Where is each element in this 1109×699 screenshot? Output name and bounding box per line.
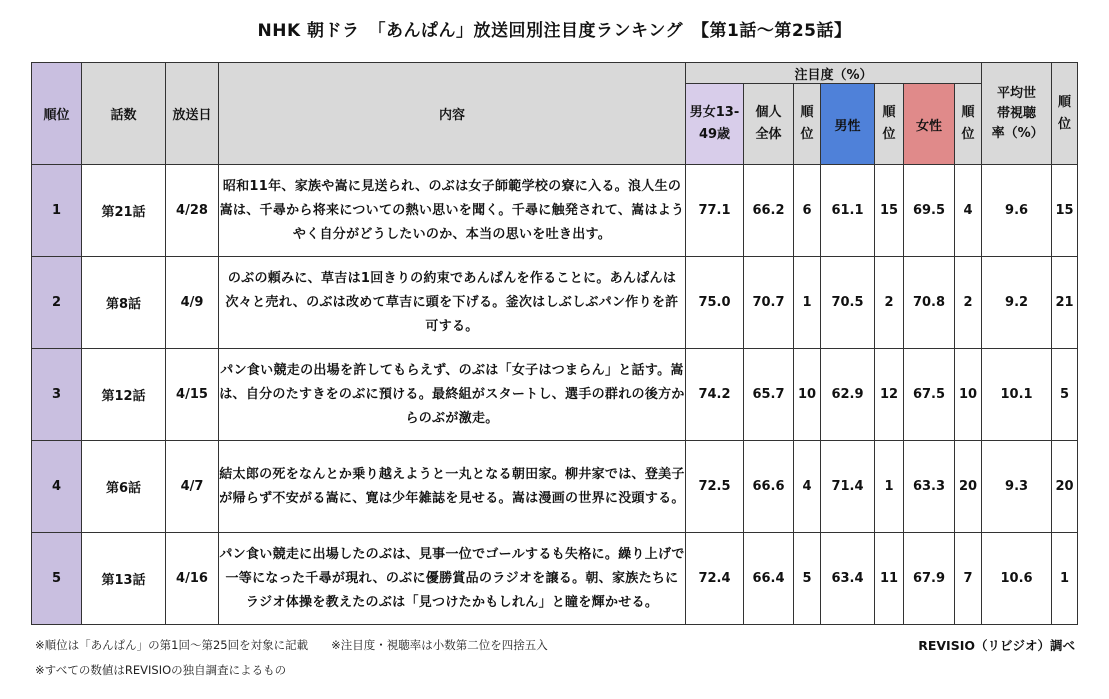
page-title: NHK 朝ドラ 「あんぱん」放送回別注目度ランキング 【第1話～第25話】 — [257, 21, 852, 41]
header-household-rank-label: 順位 — [1058, 94, 1072, 132]
header-avg-household-rating-label: 平均世帯視聴率（%） — [991, 85, 1044, 141]
row-household-rating: 10.6 — [982, 533, 1052, 625]
header-female-rank-label: 順位 — [961, 105, 975, 142]
row-household-rank: 1 — [1052, 533, 1078, 625]
header-avg-household-rating — [982, 63, 1052, 165]
row-individual: 66.2 — [744, 165, 794, 257]
header-row-top — [32, 63, 1078, 84]
row-rank: 1 — [32, 165, 82, 257]
header-m13-49-label: 男女13-49歳 — [689, 105, 740, 142]
row-female-rank: 10 — [955, 349, 982, 441]
row-female: 67.9 — [904, 533, 955, 625]
table-row — [32, 441, 1078, 533]
row-household-rank: 20 — [1052, 441, 1078, 533]
header-air-date: 放送日 — [166, 63, 219, 165]
row-male-rank: 15 — [875, 165, 904, 257]
row-male: 63.4 — [821, 533, 875, 625]
row-female: 63.3 — [904, 441, 955, 533]
row-content: のぶの頼みに、草吉は1回きりの約束であんぱんを作ることに。あんぱんは次々と売れ、のぶは改めて草吉に頭を下げる。釜次はしぶしぶパン作りを許可する。 — [219, 257, 686, 349]
row-female: 67.5 — [904, 349, 955, 441]
row-household-rating: 9.3 — [982, 441, 1052, 533]
row-household-rating: 9.6 — [982, 165, 1052, 257]
header-individual-rank — [794, 84, 821, 165]
ranking-table — [31, 62, 1078, 625]
header-episode: 話数 — [82, 63, 166, 165]
row-individual: 65.7 — [744, 349, 794, 441]
row-individual-rank: 4 — [794, 441, 821, 533]
table-row — [32, 165, 1078, 257]
row-individual: 66.6 — [744, 441, 794, 533]
row-date: 4/7 — [166, 441, 219, 533]
row-male: 61.1 — [821, 165, 875, 257]
row-m13-49: 72.5 — [686, 441, 744, 533]
row-male-rank: 2 — [875, 257, 904, 349]
row-m13-49: 74.2 — [686, 349, 744, 441]
row-household-rank: 5 — [1052, 349, 1078, 441]
header-male-rank-label: 順位 — [882, 105, 896, 142]
header-household-rank — [1052, 63, 1078, 165]
footnote-ranking-scope: ※順位は「あんぱん」の第1回～第25回を対象に記載 ※注目度・視聴率は小数第二位を四捨五入 — [35, 638, 548, 652]
row-m13-49: 72.4 — [686, 533, 744, 625]
row-date: 4/16 — [166, 533, 219, 625]
row-male-rank: 12 — [875, 349, 904, 441]
row-household-rating: 9.2 — [982, 257, 1052, 349]
row-individual-rank: 5 — [794, 533, 821, 625]
header-individual-rank-label: 順位 — [800, 105, 814, 142]
row-episode: 第21話 — [82, 165, 166, 257]
source-credit: REVISIO（リビジオ）調べ — [918, 638, 1075, 653]
row-episode: 第8話 — [82, 257, 166, 349]
row-individual: 70.7 — [744, 257, 794, 349]
row-m13-49: 75.0 — [686, 257, 744, 349]
table-row — [32, 257, 1078, 349]
row-content: パン食い競走の出場を許してもらえず、のぶは「女子はつまらん」と話す。嵩は、自分のたすきをのぶに預ける。最終組がスタートし、選手の群れの後方からのぶが激走。 — [219, 349, 686, 441]
row-female-rank: 4 — [955, 165, 982, 257]
row-content: パン食い競走に出場したのぶは、見事一位でゴールするも失格に。繰り上げで一等になった千尋が現れ、のぶに優勝賞品のラジオを譲る。朝、家族たちにラジオ体操を教えたのぶは「見つけたかもしれん」と瞳を輝かせる。 — [219, 533, 686, 625]
row-individual: 66.4 — [744, 533, 794, 625]
row-female-rank: 20 — [955, 441, 982, 533]
header-individual-label: 個人全体 — [755, 105, 782, 142]
header-attention: 注目度（%） — [686, 63, 982, 84]
row-episode: 第13話 — [82, 533, 166, 625]
header-male: 男性 — [821, 84, 875, 165]
row-male: 71.4 — [821, 441, 875, 533]
table-row — [32, 349, 1078, 441]
row-rank: 2 — [32, 257, 82, 349]
row-rank: 4 — [32, 441, 82, 533]
row-male-rank: 11 — [875, 533, 904, 625]
table-row — [32, 533, 1078, 625]
header-female: 女性 — [904, 84, 955, 165]
row-date: 4/28 — [166, 165, 219, 257]
row-female: 70.8 — [904, 257, 955, 349]
row-content: 結太郎の死をなんとか乗り越えようと一丸となる朝田家。柳井家では、登美子が帰らず不安がる嵩に、寛は少年雑誌を見せる。嵩は漫画の世界に没頭する。 — [219, 441, 686, 533]
header-content: 内容 — [219, 63, 686, 165]
row-content: 昭和11年、家族や嵩に見送られ、のぶは女子師範学校の寮に入る。浪人生の嵩は、千尋から将来についての熱い思いを聞く。千尋に触発されて、嵩はようやく自分がどうしたいのか、本当の思いを吐き出す。 — [219, 165, 686, 257]
row-rank: 5 — [32, 533, 82, 625]
row-male-rank: 1 — [875, 441, 904, 533]
row-household-rating: 10.1 — [982, 349, 1052, 441]
row-individual-rank: 6 — [794, 165, 821, 257]
header-female-rank — [955, 84, 982, 165]
row-m13-49: 77.1 — [686, 165, 744, 257]
row-female-rank: 7 — [955, 533, 982, 625]
row-date: 4/9 — [166, 257, 219, 349]
header-m13-49 — [686, 84, 744, 165]
header-rank: 順位 — [32, 63, 82, 165]
row-date: 4/15 — [166, 349, 219, 441]
footnote-data-source: ※すべての数値はREVISIOの独自調査によるもの — [35, 663, 287, 677]
row-female-rank: 2 — [955, 257, 982, 349]
row-individual-rank: 10 — [794, 349, 821, 441]
header-male-rank — [875, 84, 904, 165]
row-household-rank: 21 — [1052, 257, 1078, 349]
row-rank: 3 — [32, 349, 82, 441]
row-male: 70.5 — [821, 257, 875, 349]
row-household-rank: 15 — [1052, 165, 1078, 257]
row-episode: 第12話 — [82, 349, 166, 441]
row-episode: 第6話 — [82, 441, 166, 533]
header-individual — [744, 84, 794, 165]
row-female: 69.5 — [904, 165, 955, 257]
row-male: 62.9 — [821, 349, 875, 441]
row-individual-rank: 1 — [794, 257, 821, 349]
